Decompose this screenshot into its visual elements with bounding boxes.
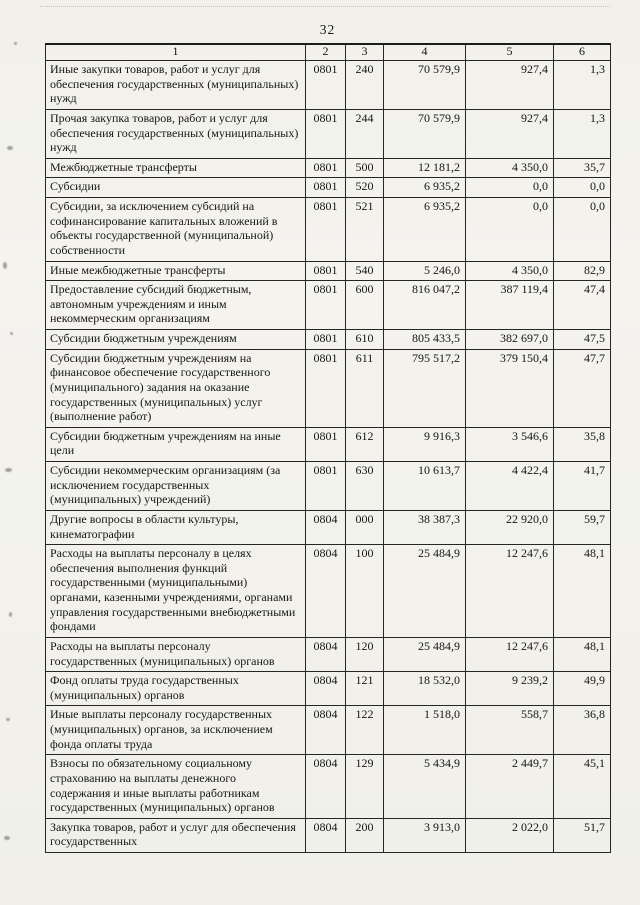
cell-value: 1,3 (554, 61, 611, 110)
cell-value: 121 (346, 672, 384, 706)
cell-value: 244 (346, 109, 384, 158)
column-header-6: 6 (554, 44, 611, 61)
table-row (46, 545, 611, 638)
table-row (46, 158, 611, 178)
cell-value: 927,4 (466, 61, 554, 110)
cell-value: 0804 (306, 510, 346, 544)
scan-speck (10, 332, 13, 335)
cell-name: Предоставление субсидий бюджетным, автономным учреждениям и иным некоммерческим организациям (46, 281, 306, 330)
cell-value: 000 (346, 510, 384, 544)
cell-value: 12 247,6 (466, 637, 554, 671)
cell-value: 5 434,9 (384, 755, 466, 819)
cell-value: 35,8 (554, 427, 611, 461)
scan-speck (3, 262, 7, 269)
scan-speck (7, 146, 13, 150)
cell-value: 38 387,3 (384, 510, 466, 544)
cell-value: 0801 (306, 198, 346, 262)
cell-value: 558,7 (466, 706, 554, 755)
cell-value: 3 913,0 (384, 818, 466, 852)
cell-value: 805 433,5 (384, 330, 466, 350)
cell-value: 0801 (306, 330, 346, 350)
cell-value: 0804 (306, 672, 346, 706)
cell-name: Субсидии, за исключением субсидий на софинансирование капитальных вложений в объекты государственной (муниципальной) собственности (46, 198, 306, 262)
cell-value: 0804 (306, 637, 346, 671)
scan-speck (14, 42, 17, 45)
cell-name: Другие вопросы в области культуры, кинематографии (46, 510, 306, 544)
cell-value: 0801 (306, 61, 346, 110)
cell-value: 611 (346, 349, 384, 427)
scan-noise-line (40, 6, 610, 7)
column-header-2: 2 (306, 44, 346, 61)
cell-value: 2 022,0 (466, 818, 554, 852)
cell-value: 0801 (306, 462, 346, 511)
cell-value: 816 047,2 (384, 281, 466, 330)
column-header-3: 3 (346, 44, 384, 61)
cell-name: Иные закупки товаров, работ и услуг для обеспечения государственных (муниципальных) нужд (46, 61, 306, 110)
table-row (46, 637, 611, 671)
cell-value: 927,4 (466, 109, 554, 158)
cell-value: 0801 (306, 427, 346, 461)
cell-value: 120 (346, 637, 384, 671)
cell-value: 47,4 (554, 281, 611, 330)
cell-value: 600 (346, 281, 384, 330)
table-row (46, 706, 611, 755)
cell-name: Закупка товаров, работ и услуг для обеспечения государственных (46, 818, 306, 852)
cell-value: 521 (346, 198, 384, 262)
cell-value: 0801 (306, 178, 346, 198)
cell-value: 0,0 (554, 178, 611, 198)
cell-value: 22 920,0 (466, 510, 554, 544)
cell-value: 0804 (306, 545, 346, 638)
page-number: 32 (319, 22, 336, 37)
table-row (46, 109, 611, 158)
cell-value: 612 (346, 427, 384, 461)
table-header-row (46, 44, 611, 61)
cell-value: 520 (346, 178, 384, 198)
cell-value: 4 422,4 (466, 462, 554, 511)
cell-value: 379 150,4 (466, 349, 554, 427)
cell-value: 45,1 (554, 755, 611, 819)
column-header-4: 4 (384, 44, 466, 61)
cell-value: 0801 (306, 349, 346, 427)
scan-speck (4, 836, 10, 840)
cell-value: 0804 (306, 818, 346, 852)
cell-value: 122 (346, 706, 384, 755)
cell-value: 129 (346, 755, 384, 819)
table-row (46, 818, 611, 852)
cell-value: 200 (346, 818, 384, 852)
cell-value: 4 350,0 (466, 158, 554, 178)
table-row (46, 427, 611, 461)
cell-value: 3 546,6 (466, 427, 554, 461)
cell-value: 0801 (306, 109, 346, 158)
cell-value: 82,9 (554, 261, 611, 281)
cell-value: 2 449,7 (466, 755, 554, 819)
table-row (46, 510, 611, 544)
cell-name: Иные выплаты персоналу государственных (муниципальных) органов, за исключением фонда оплаты труда (46, 706, 306, 755)
cell-value: 12 247,6 (466, 545, 554, 638)
cell-name: Расходы на выплаты персоналу государственных (муниципальных) органов (46, 637, 306, 671)
cell-value: 0801 (306, 281, 346, 330)
cell-value: 0804 (306, 706, 346, 755)
cell-value: 6 935,2 (384, 198, 466, 262)
cell-value: 0,0 (466, 198, 554, 262)
cell-value: 9 239,2 (466, 672, 554, 706)
column-header-5: 5 (466, 44, 554, 61)
cell-name: Субсидии бюджетным учреждениям на финансовое обеспечение государственного (муниципального) задания на оказание государственных (муниципальных) услуг (выполнение работ) (46, 349, 306, 427)
cell-value: 100 (346, 545, 384, 638)
scan-speck (9, 612, 12, 617)
cell-value: 36,8 (554, 706, 611, 755)
cell-name: Субсидии некоммерческим организациям (за исключением государственных (муниципальных) учреждений) (46, 462, 306, 511)
cell-value: 0801 (306, 261, 346, 281)
cell-value: 610 (346, 330, 384, 350)
table-row (46, 672, 611, 706)
cell-value: 6 935,2 (384, 178, 466, 198)
table-row (46, 281, 611, 330)
cell-value: 48,1 (554, 637, 611, 671)
cell-value: 25 484,9 (384, 637, 466, 671)
table-row (46, 349, 611, 427)
cell-value: 9 916,3 (384, 427, 466, 461)
cell-value: 35,7 (554, 158, 611, 178)
table-row (46, 61, 611, 110)
cell-value: 47,7 (554, 349, 611, 427)
table-row (46, 198, 611, 262)
cell-value: 51,7 (554, 818, 611, 852)
cell-value: 18 532,0 (384, 672, 466, 706)
cell-value: 70 579,9 (384, 109, 466, 158)
cell-name: Расходы на выплаты персоналу в целях обеспечения выполнения функций государственными (муниципальными) органами, казенными учреждениями, органами управления государственными внебюджетными фондами (46, 545, 306, 638)
table-body (46, 61, 611, 853)
cell-name: Субсидии бюджетным учреждениям на иные цели (46, 427, 306, 461)
table-row (46, 261, 611, 281)
cell-name: Взносы по обязательному социальному страхованию на выплаты денежного содержания и иные выплаты работникам государственных (муниципальных) органов (46, 755, 306, 819)
cell-value: 59,7 (554, 510, 611, 544)
cell-value: 240 (346, 61, 384, 110)
cell-value: 70 579,9 (384, 61, 466, 110)
cell-value: 5 246,0 (384, 261, 466, 281)
cell-name: Иные межбюджетные трансферты (46, 261, 306, 281)
cell-value: 1 518,0 (384, 706, 466, 755)
column-header-1: 1 (46, 44, 306, 61)
cell-value: 0804 (306, 755, 346, 819)
cell-name: Прочая закупка товаров, работ и услуг для обеспечения государственных (муниципальных) нужд (46, 109, 306, 158)
cell-value: 540 (346, 261, 384, 281)
cell-name: Субсидии бюджетным учреждениям (46, 330, 306, 350)
cell-value: 12 181,2 (384, 158, 466, 178)
table-row (46, 462, 611, 511)
scan-speck (6, 718, 10, 721)
cell-value: 0,0 (554, 198, 611, 262)
budget-table (45, 43, 611, 853)
cell-name: Фонд оплаты труда государственных (муниципальных) органов (46, 672, 306, 706)
cell-value: 0801 (306, 158, 346, 178)
cell-value: 500 (346, 158, 384, 178)
cell-value: 48,1 (554, 545, 611, 638)
table-row (46, 755, 611, 819)
cell-value: 10 613,7 (384, 462, 466, 511)
table-row (46, 330, 611, 350)
cell-name: Субсидии (46, 178, 306, 198)
cell-name: Межбюджетные трансферты (46, 158, 306, 178)
cell-value: 49,9 (554, 672, 611, 706)
cell-value: 382 697,0 (466, 330, 554, 350)
cell-value: 387 119,4 (466, 281, 554, 330)
cell-value: 25 484,9 (384, 545, 466, 638)
cell-value: 795 517,2 (384, 349, 466, 427)
cell-value: 47,5 (554, 330, 611, 350)
table-row (46, 178, 611, 198)
scan-speck (5, 468, 12, 472)
cell-value: 630 (346, 462, 384, 511)
cell-value: 0,0 (466, 178, 554, 198)
cell-value: 4 350,0 (466, 261, 554, 281)
cell-value: 1,3 (554, 109, 611, 158)
cell-value: 41,7 (554, 462, 611, 511)
